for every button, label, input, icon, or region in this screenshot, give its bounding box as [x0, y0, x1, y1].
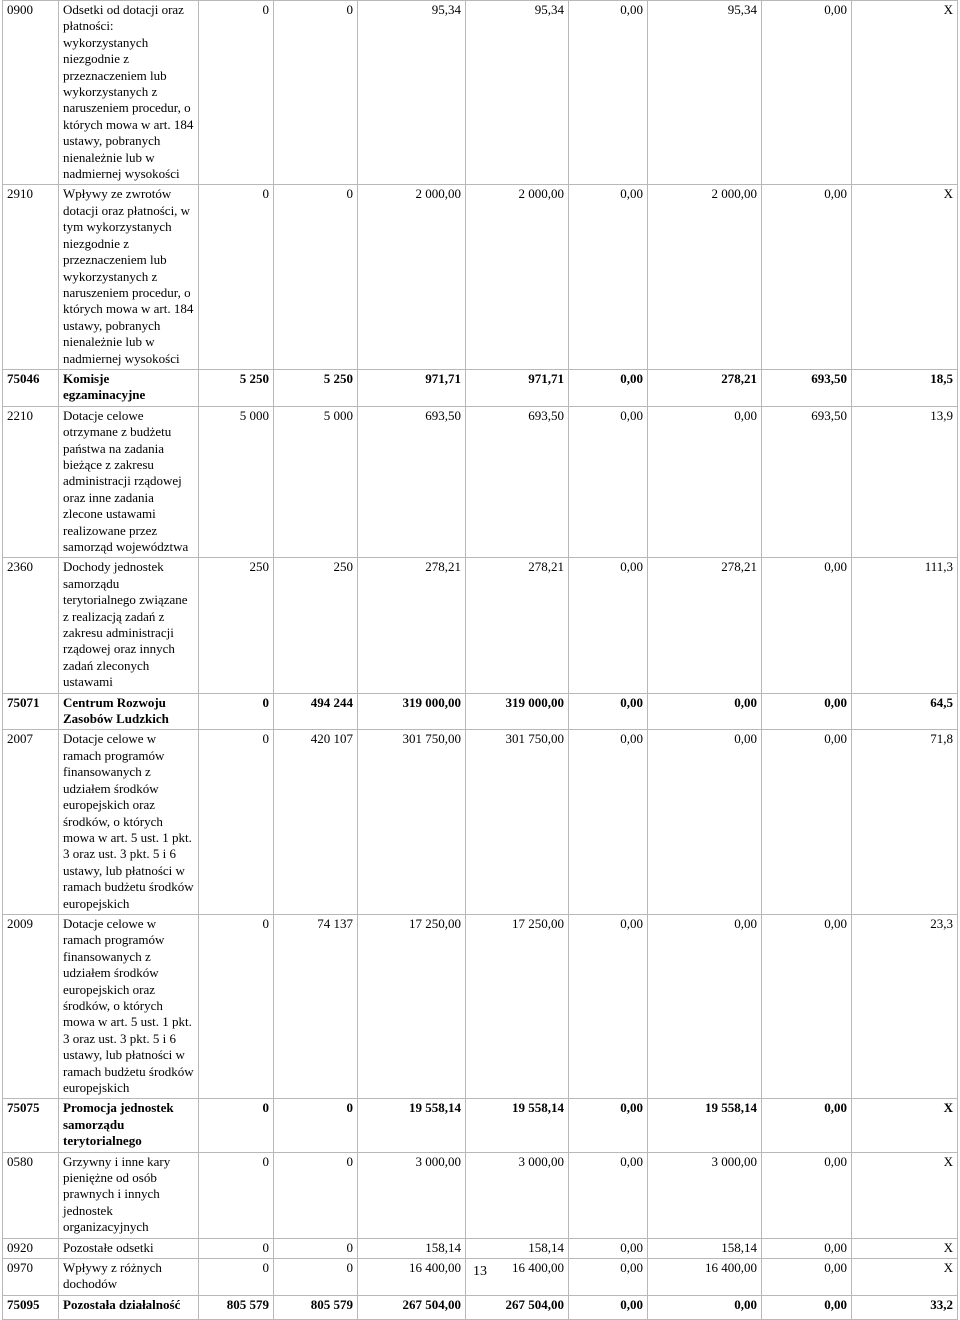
amount-cell: 278,21: [648, 558, 762, 693]
amount-cell: 71,8: [852, 730, 958, 914]
item-description: Dotacje celowe w ramach programów finansowanych z udziałem środków europejskich oraz środków, o których mowa w art. 5 ust. 1 pkt. 3 oraz ust. 3 pkt. 5 i 6 ustawy, lub płatności w ramach budżetu środków europejskich: [59, 730, 199, 914]
amount-cell: 0,00: [569, 914, 648, 1098]
amount-cell: 13,9: [852, 406, 958, 558]
amount-cell: 0,00: [569, 369, 648, 406]
amount-cell: 158,14: [466, 1238, 569, 1258]
item-description: Komisje egzaminacyjne: [59, 369, 199, 406]
amount-cell: 5 250: [199, 369, 274, 406]
table-row: [3, 1295, 958, 1319]
item-description: Dotacje celowe otrzymane z budżetu państwa na zadania bieżące z zakresu administracji rządowej oraz inne zadania zlecone ustawami realizowane przez samorząd województwa: [59, 406, 199, 558]
amount-cell: 16 400,00: [358, 1259, 466, 1296]
amount-cell: 0: [199, 730, 274, 914]
amount-cell: 0,00: [569, 693, 648, 730]
classification-code: 0970: [3, 1259, 59, 1296]
amount-cell: 0,00: [569, 1, 648, 185]
classification-code: 75046: [3, 369, 59, 406]
amount-cell: 319 000,00: [358, 693, 466, 730]
amount-cell: X: [852, 1259, 958, 1296]
amount-cell: 301 750,00: [358, 730, 466, 914]
amount-cell: 16 400,00: [648, 1259, 762, 1296]
amount-cell: 0,00: [762, 1152, 852, 1238]
amount-cell: 2 000,00: [466, 185, 569, 369]
amount-cell: 319 000,00: [466, 693, 569, 730]
amount-cell: 19 558,14: [466, 1099, 569, 1152]
table-row: [3, 914, 958, 1098]
amount-cell: 0,00: [569, 1238, 648, 1258]
amount-cell: 0,00: [762, 914, 852, 1098]
table-row: [3, 1238, 958, 1258]
item-description: Grzywny i inne kary pieniężne od osób prawnych i innych jednostek organizacyjnych: [59, 1152, 199, 1238]
item-description: Centrum Rozwoju Zasobów Ludzkich: [59, 693, 199, 730]
amount-cell: 0,00: [569, 1259, 648, 1296]
amount-cell: 301 750,00: [466, 730, 569, 914]
amount-cell: 0: [199, 1152, 274, 1238]
table-row: [3, 1152, 958, 1238]
amount-cell: 278,21: [358, 558, 466, 693]
amount-cell: 0,00: [762, 730, 852, 914]
classification-code: 75075: [3, 1099, 59, 1152]
amount-cell: 111,3: [852, 558, 958, 693]
amount-cell: 158,14: [648, 1238, 762, 1258]
amount-cell: 0,00: [569, 1099, 648, 1152]
amount-cell: 693,50: [762, 369, 852, 406]
classification-code: 75095: [3, 1295, 59, 1319]
table-row: [3, 1099, 958, 1152]
item-description: Wpływy ze zwrotów dotacji oraz płatności, w tym wykorzystanych niezgodnie z przeznaczeniem lub wykorzystanych z naruszeniem procedur, o których mowa w art. 184 ustawy, pobranych nienależnie lub w nadmiernej wysokości: [59, 185, 199, 369]
amount-cell: 693,50: [762, 406, 852, 558]
amount-cell: 0,00: [648, 730, 762, 914]
amount-cell: 0: [274, 1099, 358, 1152]
amount-cell: 0,00: [569, 558, 648, 693]
amount-cell: 0: [274, 1, 358, 185]
amount-cell: 267 504,00: [358, 1295, 466, 1319]
amount-cell: 250: [274, 558, 358, 693]
amount-cell: 17 250,00: [358, 914, 466, 1098]
amount-cell: 3 000,00: [466, 1152, 569, 1238]
classification-code: 0900: [3, 1, 59, 185]
classification-code: 0920: [3, 1238, 59, 1258]
amount-cell: 0,00: [762, 185, 852, 369]
table-row: [3, 730, 958, 914]
amount-cell: 494 244: [274, 693, 358, 730]
amount-cell: 278,21: [648, 369, 762, 406]
amount-cell: 693,50: [358, 406, 466, 558]
amount-cell: 805 579: [274, 1295, 358, 1319]
classification-code: 75071: [3, 693, 59, 730]
amount-cell: 5 000: [274, 406, 358, 558]
amount-cell: 0,00: [762, 1295, 852, 1319]
amount-cell: 0,00: [648, 1295, 762, 1319]
amount-cell: 18,5: [852, 369, 958, 406]
classification-code: 2910: [3, 185, 59, 369]
amount-cell: 5 000: [199, 406, 274, 558]
item-description: Odsetki od dotacji oraz płatności: wykorzystanych niezgodnie z przeznaczeniem lub wykorzystanych z naruszeniem procedur, o których mowa w art. 184 ustawy, pobranych nienależnie lub w nadmiernej wysokości: [59, 1, 199, 185]
amount-cell: 0: [274, 1259, 358, 1296]
classification-code: 2360: [3, 558, 59, 693]
amount-cell: 0,00: [762, 1238, 852, 1258]
amount-cell: 0: [199, 185, 274, 369]
item-description: Pozostałe odsetki: [59, 1238, 199, 1258]
amount-cell: 2 000,00: [648, 185, 762, 369]
classification-code: 2210: [3, 406, 59, 558]
amount-cell: 0,00: [569, 1152, 648, 1238]
amount-cell: 0: [199, 1, 274, 185]
amount-cell: 278,21: [466, 558, 569, 693]
amount-cell: 805 579: [199, 1295, 274, 1319]
amount-cell: 16 400,00: [466, 1259, 569, 1296]
amount-cell: X: [852, 1099, 958, 1152]
amount-cell: 3 000,00: [648, 1152, 762, 1238]
amount-cell: 0,00: [569, 730, 648, 914]
amount-cell: 0,00: [762, 1099, 852, 1152]
table-row: [3, 406, 958, 558]
item-description: Wpływy z różnych dochodów: [59, 1259, 199, 1296]
amount-cell: 3 000,00: [358, 1152, 466, 1238]
amount-cell: 74 137: [274, 914, 358, 1098]
classification-code: 0580: [3, 1152, 59, 1238]
budget-table: [2, 0, 958, 1320]
amount-cell: 19 558,14: [648, 1099, 762, 1152]
amount-cell: 0: [199, 1259, 274, 1296]
amount-cell: 0: [274, 185, 358, 369]
table-row: [3, 185, 958, 369]
amount-cell: 0,00: [648, 693, 762, 730]
table-body: [3, 1, 958, 1320]
amount-cell: 971,71: [466, 369, 569, 406]
amount-cell: 250: [199, 558, 274, 693]
item-description: Promocja jednostek samorządu terytorialnego: [59, 1099, 199, 1152]
amount-cell: 267 504,00: [466, 1295, 569, 1319]
item-description: Pozostała działalność: [59, 1295, 199, 1319]
amount-cell: 0: [199, 1099, 274, 1152]
amount-cell: X: [852, 1238, 958, 1258]
amount-cell: 0,00: [569, 1295, 648, 1319]
item-description: Dochody jednostek samorządu terytorialnego związane z realizacją zadań z zakresu administracji rządowej oraz innych zadań zleconych ustawami: [59, 558, 199, 693]
amount-cell: X: [852, 1152, 958, 1238]
amount-cell: 5 250: [274, 369, 358, 406]
table-row: [3, 1, 958, 185]
amount-cell: 95,34: [466, 1, 569, 185]
amount-cell: 0,00: [648, 406, 762, 558]
amount-cell: 0: [274, 1238, 358, 1258]
amount-cell: 0,00: [648, 914, 762, 1098]
amount-cell: 0,00: [569, 185, 648, 369]
amount-cell: 420 107: [274, 730, 358, 914]
amount-cell: 0: [274, 1152, 358, 1238]
amount-cell: 0: [199, 914, 274, 1098]
page-number: 13: [473, 1264, 487, 1279]
table-row: [3, 558, 958, 693]
amount-cell: 0,00: [762, 693, 852, 730]
amount-cell: 971,71: [358, 369, 466, 406]
classification-code: 2007: [3, 730, 59, 914]
classification-code: 2009: [3, 914, 59, 1098]
amount-cell: 64,5: [852, 693, 958, 730]
amount-cell: 0,00: [762, 558, 852, 693]
amount-cell: 693,50: [466, 406, 569, 558]
table-row: [3, 369, 958, 406]
table-row: [3, 693, 958, 730]
amount-cell: 0,00: [762, 1, 852, 185]
amount-cell: X: [852, 1, 958, 185]
item-description: Dotacje celowe w ramach programów finansowanych z udziałem środków europejskich oraz środków, o których mowa w art. 5 ust. 1 pkt. 3 oraz ust. 3 pkt. 5 i 6 ustawy, lub płatności w ramach budżetu środków europejskich: [59, 914, 199, 1098]
amount-cell: 23,3: [852, 914, 958, 1098]
amount-cell: 0,00: [569, 406, 648, 558]
amount-cell: 2 000,00: [358, 185, 466, 369]
amount-cell: 0: [199, 693, 274, 730]
amount-cell: 95,34: [648, 1, 762, 185]
amount-cell: 0,00: [762, 1259, 852, 1296]
amount-cell: 19 558,14: [358, 1099, 466, 1152]
amount-cell: 17 250,00: [466, 914, 569, 1098]
amount-cell: 0: [199, 1238, 274, 1258]
amount-cell: 33,2: [852, 1295, 958, 1319]
amount-cell: X: [852, 185, 958, 369]
amount-cell: 158,14: [358, 1238, 466, 1258]
amount-cell: 95,34: [358, 1, 466, 185]
